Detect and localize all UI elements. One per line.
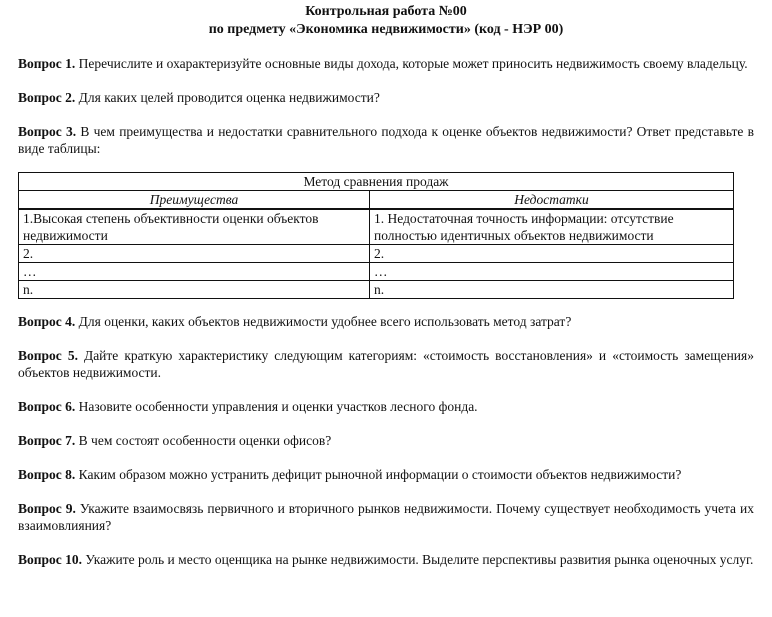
question-3-label: Вопрос 3. <box>18 124 77 139</box>
table-row <box>19 263 734 281</box>
question-3-text: В чем преимущества и недостатки сравнительного подхода к оценке объектов недвижимости? Ответ представьте в виде таблицы: <box>18 124 754 156</box>
table-cell: 2. <box>19 245 370 263</box>
question-10-text: Укажите роль и место оценщика на рынке недвижимости. Выделите перспективы развития рынка оценочных услуг. <box>82 552 754 567</box>
question-4 <box>18 313 754 330</box>
question-8 <box>18 466 754 483</box>
table-row <box>19 245 734 263</box>
table-row <box>19 281 734 299</box>
question-5 <box>18 347 754 381</box>
table-cell: 2. <box>370 245 734 263</box>
question-5-label: Вопрос 5. <box>18 348 78 363</box>
question-2-text: Для каких целей проводится оценка недвижимости? <box>75 90 380 105</box>
table-row <box>19 209 734 245</box>
table-cell: 1.Высокая степень объективности оценки объектов недвижимости <box>19 209 370 245</box>
question-2 <box>18 89 754 106</box>
question-10-label: Вопрос 10. <box>18 552 83 567</box>
question-6-label: Вопрос 6. <box>18 399 76 414</box>
table-cell: n. <box>19 281 370 299</box>
question-8-text: Каким образом можно устранить дефицит рыночной информации о стоимости объектов недвижимости? <box>75 467 682 482</box>
question-2-label: Вопрос 2. <box>18 90 76 105</box>
question-1-text: Перечислите и охарактеризуйте основные виды дохода, которые может приносить недвижимость своему владельцу. <box>75 56 748 71</box>
table-cell: … <box>19 263 370 281</box>
question-1-label: Вопрос 1. <box>18 56 76 71</box>
table-cell: n. <box>370 281 734 299</box>
table-caption-row <box>19 173 734 191</box>
question-6 <box>18 398 754 415</box>
question-4-text: Для оценки, каких объектов недвижимости удобнее всего использовать метод затрат? <box>75 314 572 329</box>
question-1 <box>18 55 754 72</box>
question-7-label: Вопрос 7. <box>18 433 76 448</box>
question-10 <box>18 551 754 568</box>
question-7-text: В чем состоят особенности оценки офисов? <box>75 433 332 448</box>
table-header-row <box>19 191 734 210</box>
question-3 <box>18 123 754 157</box>
question-4-label: Вопрос 4. <box>18 314 76 329</box>
question-9-label: Вопрос 9. <box>18 501 76 516</box>
question-9-text: Укажите взаимосвязь первичного и вторичного рынков недвижимости. Почему существует необходимость учета их взаимовлияния? <box>18 501 754 533</box>
question-7 <box>18 432 754 449</box>
question-8-label: Вопрос 8. <box>18 467 76 482</box>
table-cell: … <box>370 263 734 281</box>
document-title: Контрольная работа №00 <box>305 4 467 19</box>
header-advantages: Преимущества <box>19 191 370 210</box>
question-6-text: Назовите особенности управления и оценки участков лесного фонда. <box>75 399 478 414</box>
document-subtitle: по предмету «Экономика недвижимости» (код - НЭР 00) <box>208 22 564 37</box>
table-cell: 1. Недостаточная точность информации: отсутствие полностью идентичных объектов недвижимости <box>370 209 734 245</box>
question-9 <box>18 500 754 534</box>
question-5-text: Дайте краткую характеристику следующим категориям: «стоимость восстановления» и «стоимость замещения» объектов недвижимости. <box>18 348 754 380</box>
table-caption: Метод сравнения продаж <box>19 173 734 191</box>
header-disadvantages: Недостатки <box>370 191 734 210</box>
comparison-table <box>18 172 734 299</box>
